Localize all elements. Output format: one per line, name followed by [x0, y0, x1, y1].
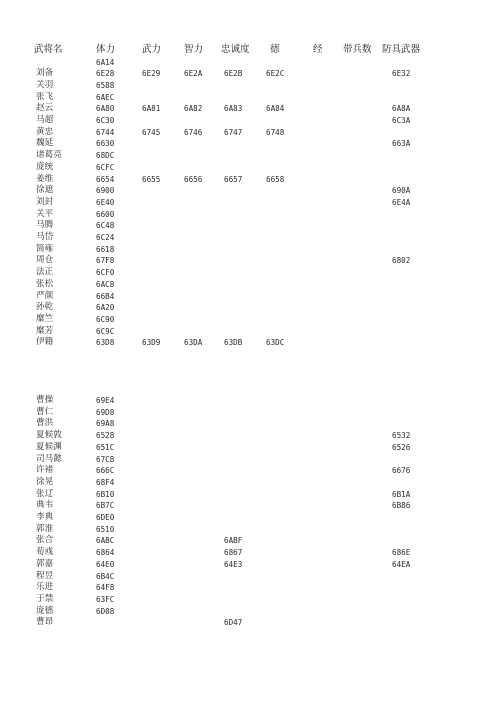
value-cell: 6630: [96, 139, 115, 149]
header-force: 武力: [142, 44, 162, 55]
value-cell: 6E28: [96, 69, 115, 79]
value-cell: 6588: [96, 80, 115, 90]
general-name-cell: 曹仁: [36, 406, 54, 417]
value-cell: 68DC: [96, 151, 115, 161]
value-cell: 666C: [96, 466, 115, 476]
table-row: [0, 174, 496, 186]
general-name-cell: 张松: [36, 278, 54, 289]
table-row: [0, 571, 496, 583]
table-row: [0, 291, 496, 303]
value-cell: 6748: [266, 127, 285, 137]
table-row: [0, 150, 496, 162]
table-row: [0, 395, 496, 407]
value-cell: 6B7C: [96, 501, 115, 511]
value-cell: 6E32: [392, 69, 411, 79]
value-cell: 6656: [184, 174, 203, 184]
value-cell: 6655: [142, 174, 161, 184]
general-name-cell: 徐遮: [36, 185, 54, 196]
value-cell: 6B10: [96, 489, 115, 499]
value-cell: 6900: [96, 186, 115, 196]
value-cell: 63DB: [224, 338, 243, 348]
table-row: [0, 407, 496, 419]
table-row: [0, 535, 496, 547]
value-cell: 686E: [392, 548, 411, 558]
value-cell: 6AEC: [96, 92, 115, 102]
general-name-cell: 程昱: [36, 570, 54, 581]
value-cell: 67C8: [96, 454, 115, 464]
value-cell: 69D8: [96, 407, 115, 417]
general-name-cell: 简雍: [36, 243, 54, 254]
header-experience: 经: [313, 44, 323, 55]
table-row: [0, 606, 496, 618]
general-name-cell: 庞统: [36, 161, 54, 172]
value-cell: 6C24: [96, 233, 115, 242]
value-cell: 6E2A: [184, 69, 203, 79]
value-cell: 6E2B: [224, 69, 243, 79]
general-name-cell: 徐晃: [36, 476, 54, 487]
table-row: [0, 68, 496, 80]
general-name-cell: 许褚: [36, 465, 54, 476]
general-name-cell: 庞德: [36, 605, 54, 616]
general-name-cell: 郭淮: [36, 523, 54, 534]
value-cell: 6C30: [96, 116, 115, 125]
table-row: [0, 326, 496, 338]
value-cell: 64E0: [96, 559, 115, 569]
value-cell: 6A83: [224, 104, 243, 114]
value-cell: 6618: [96, 244, 115, 254]
general-name-cell: 刘封: [36, 196, 54, 207]
table-row: [0, 547, 496, 559]
table-row: [0, 115, 496, 127]
table-row: [0, 80, 496, 92]
table-row: [0, 162, 496, 174]
value-cell: 6B1A: [392, 489, 411, 499]
value-cell: 6864: [96, 548, 115, 558]
table-row: [0, 255, 496, 267]
value-cell: 6658: [266, 174, 285, 184]
general-name-cell: 荀彧: [36, 547, 54, 558]
table-row: [0, 337, 496, 349]
value-cell: 6D47: [224, 618, 243, 628]
value-cell: 64E3: [224, 559, 243, 569]
value-cell: 6A82: [184, 104, 203, 114]
table-row: [0, 582, 496, 594]
value-cell: 6E40: [96, 197, 115, 207]
general-name-cell: 张飞: [36, 91, 54, 102]
value-cell: 6A14: [96, 57, 115, 67]
value-cell: 6744: [96, 127, 115, 137]
value-cell: 6532: [392, 431, 411, 441]
general-name-cell: 孙乾: [36, 302, 54, 313]
value-cell: 663A: [392, 139, 411, 149]
general-name-cell: 李典: [36, 512, 54, 522]
general-name-cell: 赵云: [36, 103, 54, 114]
table-row: [0, 244, 496, 256]
table-row: [0, 477, 496, 489]
value-cell: 63DA: [184, 338, 203, 348]
value-cell: 6528: [96, 431, 115, 441]
general-name-cell: 伊籍: [36, 337, 54, 348]
value-cell: 6CF0: [96, 268, 115, 278]
general-name-cell: 曹昂: [36, 617, 54, 628]
value-cell: 69A8: [96, 419, 115, 429]
value-cell: 66B4: [96, 291, 115, 301]
general-name-cell: 法正: [36, 267, 54, 278]
table-row: [0, 512, 496, 524]
value-cell: 6867: [224, 548, 243, 558]
value-cell: 6C48: [96, 221, 115, 231]
value-cell: 6DE0: [96, 513, 115, 522]
table-row: [0, 138, 496, 150]
general-name-cell: 姜维: [36, 173, 54, 184]
value-cell: 6C9C: [96, 326, 115, 336]
general-name-cell: 马腾: [36, 220, 54, 231]
value-cell: 6600: [96, 209, 115, 219]
table-row: [0, 279, 496, 291]
value-cell: 6A80: [96, 104, 115, 114]
general-name-cell: 马岱: [36, 232, 54, 242]
general-name-cell: 于禁: [36, 593, 54, 604]
table-row: [0, 489, 496, 501]
general-name-cell: 曹操: [36, 395, 54, 405]
table-row: [0, 103, 496, 115]
header-intelligence: 智力: [184, 44, 204, 55]
value-cell: 6654: [96, 174, 115, 184]
table-row: [0, 267, 496, 279]
header-equipment: 防具武器: [382, 44, 421, 55]
general-name-cell: 诸葛亮: [36, 150, 62, 161]
value-cell: 6657: [224, 174, 243, 184]
value-cell: 6802: [392, 256, 411, 266]
general-name-cell: 乐进: [36, 582, 54, 593]
general-name-cell: 关羽: [36, 79, 54, 90]
value-cell: 6C3A: [392, 116, 411, 125]
header-stamina: 体力: [96, 44, 116, 55]
value-cell: 6C90: [96, 314, 115, 324]
table-row: [0, 302, 496, 314]
value-cell: 6E2C: [266, 69, 285, 79]
value-cell: 690A: [392, 186, 411, 196]
value-cell: 63D8: [96, 338, 115, 348]
value-cell: 68F4: [96, 477, 115, 487]
value-cell: 6A8A: [392, 104, 411, 114]
general-name-cell: 夏候敦: [36, 430, 62, 441]
table-row: [0, 442, 496, 454]
header-virtue: 德: [270, 44, 280, 55]
value-cell: 6B86: [392, 501, 411, 511]
table-row: [0, 57, 496, 69]
header-troops: 带兵数: [343, 44, 372, 55]
table-row: [0, 524, 496, 536]
value-cell: 67F8: [96, 256, 115, 266]
general-name-cell: 糜芳: [36, 325, 54, 336]
table-row: [0, 127, 496, 139]
value-cell: 6ABF: [224, 536, 243, 546]
value-cell: 63DC: [266, 338, 285, 348]
table-row: [0, 594, 496, 606]
general-name-cell: 刘备: [36, 68, 54, 79]
value-cell: 69E4: [96, 396, 115, 405]
value-cell: 64F8: [96, 583, 115, 593]
general-name-cell: 黄忠: [36, 126, 54, 137]
general-name-cell: 严颜: [36, 290, 54, 301]
general-name-cell: 郭嘉: [36, 558, 54, 569]
header-name: 武将名: [34, 44, 63, 55]
header-row: [0, 44, 496, 56]
table-row: [0, 92, 496, 104]
table-row: [0, 220, 496, 232]
general-name-cell: 马超: [36, 115, 54, 125]
value-cell: 6B4C: [96, 571, 115, 581]
table-row: [0, 209, 496, 221]
value-cell: 6ABC: [96, 536, 115, 546]
value-cell: 6D08: [96, 606, 115, 616]
table-row: [0, 430, 496, 442]
table-row: [0, 232, 496, 244]
table-row: [0, 617, 496, 629]
value-cell: 6E29: [142, 69, 161, 79]
value-cell: 63FC: [96, 594, 115, 604]
table-row: [0, 465, 496, 477]
general-name-cell: 魏延: [36, 138, 54, 149]
value-cell: 6E4A: [392, 197, 411, 207]
general-name-cell: 司马懿: [36, 453, 62, 464]
value-cell: 6A81: [142, 104, 161, 114]
table-row: [0, 185, 496, 197]
value-cell: 6A20: [96, 303, 115, 313]
value-cell: 6510: [96, 524, 115, 534]
general-name-cell: 关平: [36, 208, 54, 219]
value-cell: 6CFC: [96, 162, 115, 172]
value-cell: 6A84: [266, 104, 285, 114]
general-name-cell: 张合: [36, 535, 54, 546]
general-name-cell: 张辽: [36, 488, 54, 499]
value-cell: 64EA: [392, 559, 411, 569]
general-name-cell: 曹洪: [36, 418, 54, 429]
value-cell: 6746: [184, 127, 203, 137]
value-cell: 6745: [142, 127, 161, 137]
table-row: [0, 454, 496, 466]
general-name-cell: 典韦: [36, 500, 54, 511]
table-row: [0, 559, 496, 571]
table-row: [0, 418, 496, 430]
general-name-cell: 夏候渊: [36, 441, 62, 452]
table-row: [0, 197, 496, 209]
value-cell: 6676: [392, 466, 411, 476]
value-cell: 63D9: [142, 338, 161, 348]
table-row: [0, 500, 496, 512]
general-name-cell: 周仓: [36, 255, 54, 266]
header-loyalty: 忠诚度: [221, 44, 250, 55]
value-cell: 651C: [96, 442, 115, 452]
value-cell: 6747: [224, 127, 243, 137]
table-row: [0, 314, 496, 326]
general-name-cell: 糜竺: [36, 313, 54, 324]
value-cell: 6526: [392, 442, 411, 452]
value-cell: 6AC8: [96, 279, 115, 289]
